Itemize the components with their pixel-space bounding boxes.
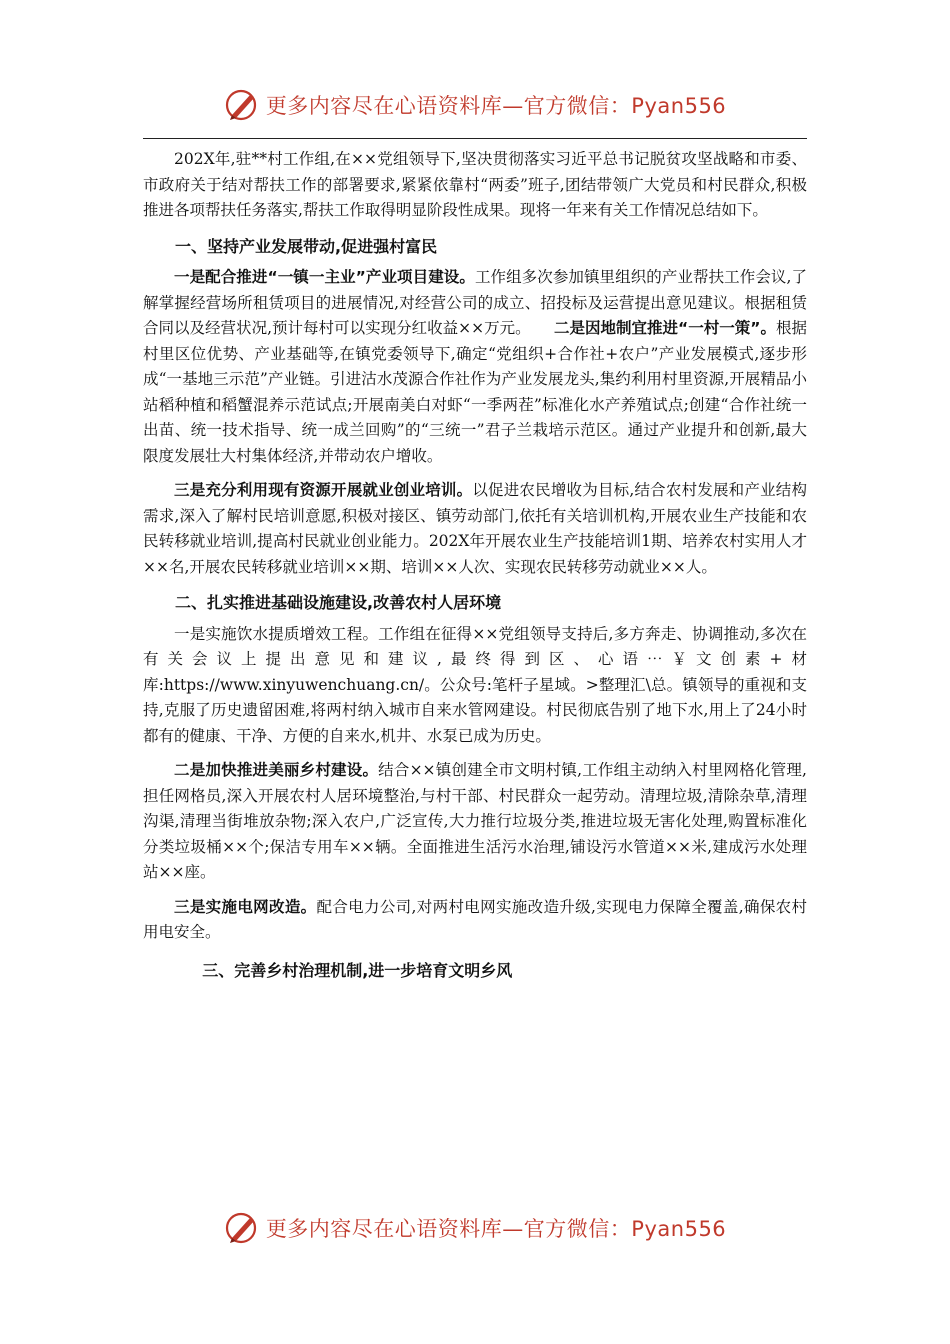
bold-lead: 三是实施电网改造。 — [174, 897, 317, 916]
intro-paragraph: 202X年,驻**村工作组,在××党组领导下,坚决贯彻落实习近平总书记脱贫攻坚战略和市委、市政府关于结对帮扶工作的部署要求,紧紧依靠村“两委”班子,团结带领广大党员和村民群众,积极推进各项帮扶任务落实,帮扶工作取得明显阶段性成果。现将一年来有关工作情况总结如下。 — [143, 150, 807, 219]
banner-text: 更多内容尽在心语资料库—官方微信：Pyan556 — [265, 1217, 727, 1241]
paragraph-text: 以促进农民增收为目标,结合农村发展和产业结构需求,深入了解村民培训意愿,积极对接区、镇劳动部门,依托有关培训机构,开展农业生产技能和农民转移就业培训,提高村民就业创业能力。202X年开展农业生产技能培训1期、培养农村实用人才××名,开展农民转移就业培训××期、培训××人次、实现农民转移劳动就业××人。 — [143, 481, 807, 576]
paragraph-grid — [143, 895, 807, 946]
paragraph-text: 结合××镇创建全市文明村镇,工作组主动纳入村里网格化管理,担任网格员,深入开展农村人居环境整治,与村干部、村民群众一起劳动。清理垃圾,清除杂草,清理沟渠,清理当街堆放杂物;深入农户,广泛宣传,大力推行垃圾分类,推进垃圾无害化处理,购置标准化分类垃圾桶××个;保洁专用车××辆。全面推进生活污水治理,铺设污水管道××米,建成污水处理站××座。 — [143, 761, 807, 881]
bold-lead: 一是配合推进“一镇一主业”产业项目建设。 — [174, 268, 475, 286]
bold-lead: 二是加快推进美丽乡村建设。 — [174, 761, 379, 779]
paragraph-training — [143, 478, 807, 580]
paragraph-water: 一是实施饮水提质增效工程。工作组在征得××党组领导支持后,多方奔走、协调推动,多次在有关会议上提出意见和建议,最终得到区、心语⋯￥文创素+材库:https://www.xinyuwenchuang.cn/。公众号:笔杆子星域。>整理汇\总。镇领导的重视和支持,克服了历史遗留困难,将两村纳入城市自来水管网建设。村民彻底告别了地下水,用上了24小时都有的健康、干净、方便的自来水,机井、水泵已成为历史。 — [143, 624, 807, 745]
paragraph-text: 配合电力公司,对两村电网实施改造升级,实现电力保障全覆盖,确保农村用电安全。 — [143, 897, 807, 941]
header-divider — [143, 138, 807, 139]
paragraph-text: 根据村里区位优势、产业基础等,在镇党委领导下,确定“党组织+合作社+农户”产业发展模式,逐步形成“一基地三示范”产业链。引进沽水茂源合作社作为产业发展龙头,集约利用村里资源,开展精品小站稻种植和稻蟹混养示范试点;开展南美白对虾“一季两茬”标准化水产养殖试点;创建“合作社统一出苗、统一技术指导、统一成兰回购”的“三统一”君子兰栽培示范区。通过产业提升和创新,最大限度发展壮大村集体经济,并带动农户增收。 — [143, 319, 807, 465]
pen-logo-icon — [224, 1210, 260, 1246]
footer-banner — [0, 1208, 950, 1248]
document-body — [143, 147, 807, 989]
header-banner — [0, 85, 950, 125]
bold-lead: 二是因地制宜推进“一村一策”。 — [553, 319, 776, 337]
paragraph-text: 工作组多次参加镇里组织的产业帮扶工作会议,了解掌握经营场所租赁项目的进展情况,对经营公司的成立、招投标及运营提出意见建议。根据租赁合同以及经营状况,预计每村可以实现分红收益××万元。 — [143, 268, 807, 337]
pen-logo-icon — [224, 87, 260, 123]
paragraph-village — [143, 758, 807, 886]
banner-text: 更多内容尽在心语资料库—官方微信：Pyan556 — [265, 94, 727, 118]
paragraph-industry — [143, 265, 807, 469]
section-heading-3: 三、完善乡村治理机制,进一步培育文明乡风 — [202, 960, 513, 980]
section-heading-1: 一、坚持产业发展带动,促进强村富民 — [175, 236, 438, 256]
bold-lead: 三是充分利用现有资源开展就业创业培训。 — [174, 481, 473, 499]
section-heading-2: 二、扎实推进基础设施建设,改善农村人居环境 — [175, 593, 502, 612]
